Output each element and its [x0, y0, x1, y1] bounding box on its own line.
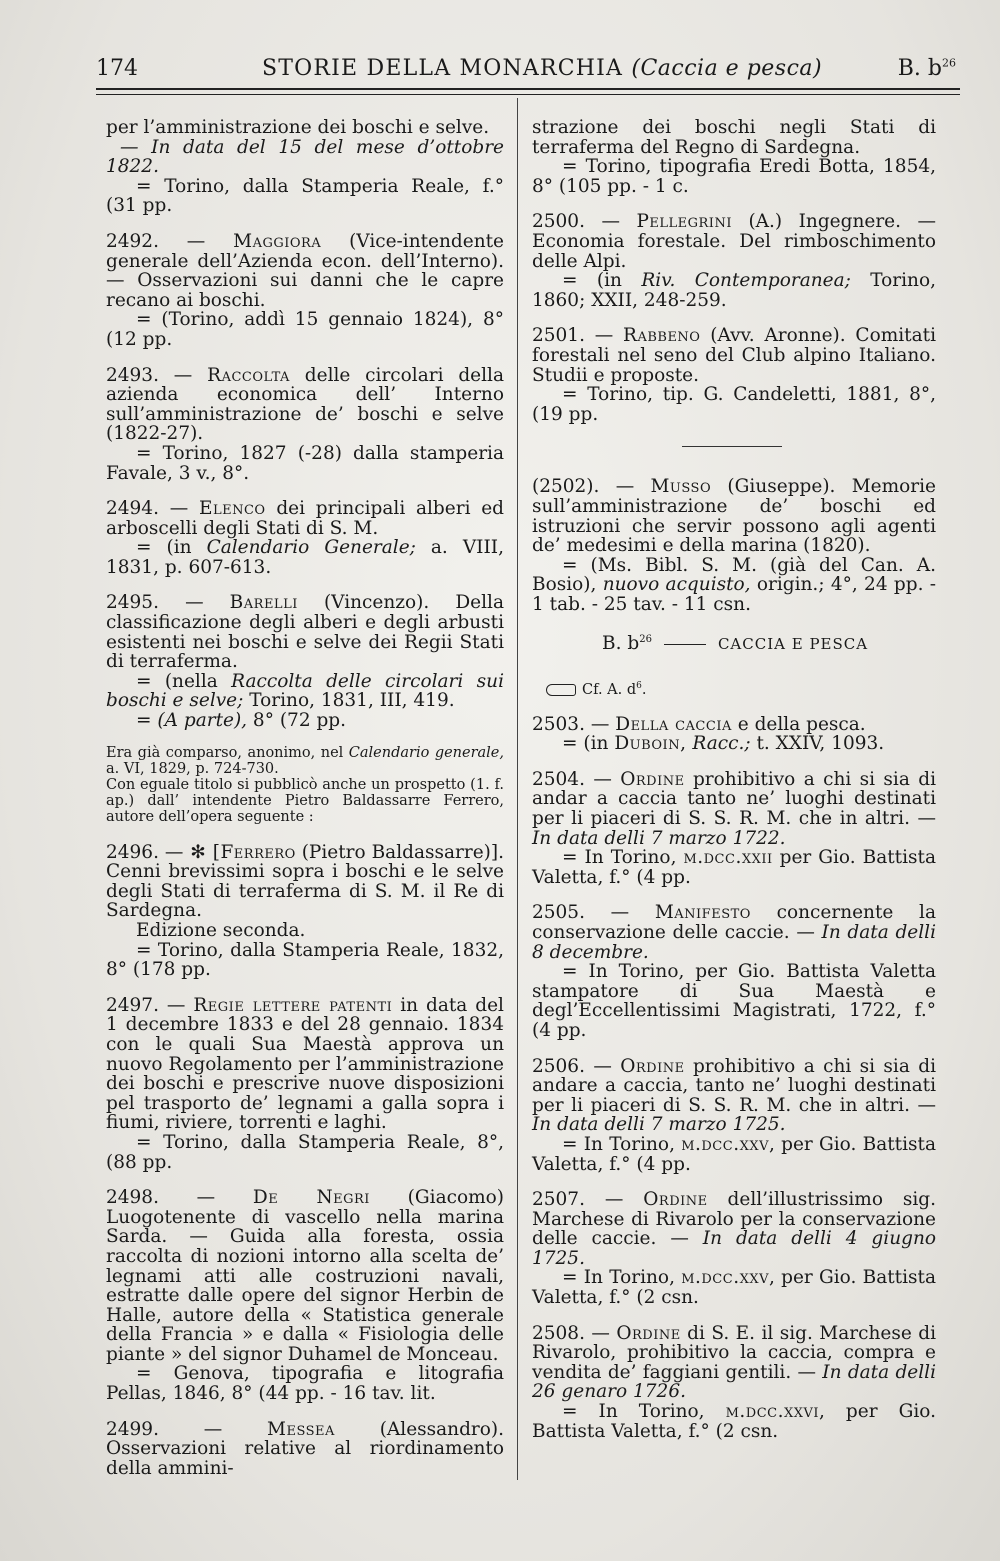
entry-number: 2504. — [532, 768, 585, 790]
heading-dash — [664, 644, 706, 645]
entry-number: 2498. — [106, 1187, 159, 1209]
pub-italic: Raccolta delle circolari sui boschi e selve; — [106, 670, 504, 712]
entry-author: Musso — [650, 476, 712, 498]
separator-rule — [682, 446, 782, 447]
entry-date: In data delli 7 marzo 1722. — [532, 827, 786, 849]
entry-title: (A.) Ingegnere. — Economia forestale. Del rimboschimento delle Alpi. — [532, 211, 936, 272]
note-line-1 — [106, 745, 504, 777]
entry-pub — [532, 1268, 936, 1307]
pub-part: 8° (72 pp. — [247, 710, 347, 732]
entry-author: Raccolta — [207, 364, 290, 386]
entry-title: delle circolari della azienda economica dell’ Interno sull’amministrazione de’ boschi e selve (1822-27). — [106, 364, 504, 445]
entry-number: 2494. — [106, 498, 159, 520]
entry-2496 — [106, 843, 504, 980]
pub-year: m.dcc.xxvi — [725, 1401, 820, 1423]
pub-part: = In Torino, — [562, 1267, 682, 1289]
entry-pub — [532, 271, 936, 310]
entry-2491-continued — [106, 118, 504, 216]
pub-part: Torino, 1860; XXII, 248-259. — [532, 270, 936, 311]
entry-title: (Giacomo) Luogotenente di vascello nella marina Sarda. — Guida alla foresta, ossia raccolta di nozioni intorno alla scelta de’ legnami atti alle costruzioni navali, estratte dalle opere del signor Herbin de Halle, autore della « Statistica generale della Francia » e dalla « Fisiologia delle piante » del signor Duhamel de Monceau. — [106, 1187, 504, 1365]
section-code-sup: 26 — [942, 56, 956, 70]
pub-italic: Racc.; — [692, 733, 751, 755]
entry-author: Ordine — [620, 768, 685, 790]
cross-reference — [546, 677, 936, 700]
title-subtitle: (Caccia e pesca) — [631, 56, 823, 81]
section-heading-sup: 26 — [639, 634, 652, 646]
entry-number: 2500. — [532, 211, 585, 233]
entry-2503: 2503. — Della caccia e della pesca. = (in Duboin, Racc.; t. XXIV, 1093. — [532, 715, 936, 754]
entry-title: (Pietro Baldassarre)]. Cenni brevissimi sopra i boschi e le selve degli Stati di terraferma di S. M. il Re di Sardegna. — [106, 841, 504, 922]
entry-pub — [532, 1402, 936, 1441]
entry-number: 2497. — [106, 994, 159, 1016]
pub-part: = (nella — [136, 670, 232, 692]
entry-pub: = Genova, tipografia e litografia Pellas, 1846, 8° (44 pp. - 16 tav. lit. — [106, 1363, 504, 1405]
pub-part: a. VIII, 1831, p. 607-613. — [106, 537, 504, 578]
pub-year: m.dcc.xxv — [681, 1133, 769, 1155]
right-column — [532, 118, 936, 1457]
entry-title: (Alessandro). Osservazioni relative al riordinamento della ammini- — [106, 1418, 504, 1479]
entry-number: 2492. — [106, 230, 159, 252]
entry-2492: 2492. — Maggiora (Vice-intendente generale dell’Azienda econ. dell’Interno). — Osservazioni sui danni che le capre recano ai boschi. = (Torino, addì 15 gennaio 1824), 8° (12 pp. — [106, 230, 505, 350]
entry-pub: = (Torino, addì 15 gennaio 1824), 8° (12 pp. — [106, 309, 504, 350]
entry-title: prohibitivo a chi si sia di andar a caccia tanto ne’ luoghi destinati per li piaceri di S. S. R. M. che in altri. — — [532, 768, 936, 830]
cross-reference-sup: 6 — [636, 681, 642, 692]
pub-part: = In Torino, — [562, 1133, 682, 1155]
pub-part: = (in — [562, 733, 615, 755]
entry-2506: 2506. — Ordine prohibitivo a chi si sia di andare a caccia, tanto ne’ luoghi destinati per li piaceri di S. S. R. M. che in altri. — In data delli 7 marzo 1725. = In Torino, m.dcc.xxv, per Gio. Battista Valetta, f.° (4 pp. — [532, 1055, 936, 1175]
running-title — [262, 56, 822, 81]
left-column — [106, 118, 504, 1494]
pointing-hand-icon — [546, 684, 576, 696]
entry-author: Ordine — [620, 1055, 685, 1077]
entry-author: Messea — [267, 1418, 335, 1440]
entry-2507: 2507. — Ordine dell’illustrissimo sig. Marchese di Rivarolo per la conservazione delle caccie. — In data delli 4 giugno 1725. = In Torino, m.dcc.xxv, per Gio. Battista Valetta, f.° (2 csn. — [532, 1189, 937, 1309]
entry-author: Regie lettere patenti — [193, 994, 393, 1016]
pub-italic: Calendario Generale; — [206, 537, 416, 559]
pub-part: , per Gio. Battista Valetta, f.° (2 csn. — [532, 1401, 936, 1442]
entry-number: 2503. — [532, 713, 585, 735]
entry-author: — ✻ [Ferrero — [164, 841, 296, 863]
entry-date: In data delli 4 giugno 1725. — [532, 1228, 937, 1269]
pub-part: origin.; 4°, 24 pp. - 1 tab. - 25 tav. - 11 csn. — [532, 574, 936, 615]
entry-title: dell’illustrissimo sig. Marchese di Rivarolo per la conservazione delle caccie. — — [532, 1189, 936, 1250]
entry-number: 2505. — [532, 902, 585, 924]
pub-year: m.dcc.xxii — [683, 847, 773, 869]
entry-author: Ordine — [643, 1189, 708, 1211]
cross-reference-end: . — [641, 682, 647, 699]
pub-part: = In Torino, — [562, 1401, 726, 1423]
entry-number: 2501. — [532, 325, 585, 347]
pub-year: m.dcc.xxv — [681, 1267, 769, 1289]
entry-author: Rabbeno — [623, 325, 701, 347]
cross-reference-text: Cf. A. d — [582, 682, 637, 699]
entry-author: De Negri — [252, 1187, 370, 1209]
pub-author: Duboin, — [614, 733, 687, 755]
entry-pub — [532, 1135, 936, 1174]
entry-number: 2495. — [106, 592, 159, 614]
note-line-2: Con eguale titolo si pubblicò anche un prospetto (1. f. ap.) dall’ intendente Pietro Baldassarre Ferrero, autore dell’opera seguente : — [106, 776, 504, 825]
entry-title: in data del 1 decembre 1833 e del 28 gennaio. 1834 con le quali Sua Maestà approva un nuovo Regolamento per l’amministrazione dei boschi e prescrive nuove disposizioni pel trasporto de’ legnami a galla sopra i fiumi, riviere, torrenti e laghi. — [106, 994, 504, 1134]
entry-pub — [106, 538, 504, 577]
entry-edition: Edizione seconda. — [136, 920, 306, 941]
section-heading — [602, 630, 936, 655]
running-header — [96, 56, 960, 90]
pub-part: = (in — [136, 537, 207, 559]
note-part: a. VI, 1829, p. 724-730. — [106, 760, 279, 777]
entry-2499: 2499. — Messea (Alessandro). Osservazioni relative al riordinamento della ammini- — [106, 1418, 504, 1479]
entry-date: In data delli 8 decembre. — [532, 921, 936, 963]
entry-2495: 2495. — Barelli (Vincenzo). Della classificazione degli alberi e degli arbusti esistenti nei boschi e selve dei Regii Stati di terraferma. = (nella Raccolta delle circolari sui boschi e selve; Torino, 1831, III, 419. = (A parte), 8° (72 pp. — [106, 592, 504, 732]
pub-part: Torino, 1831, III, 419. — [243, 690, 455, 712]
entry-date: In data delli 7 marzo 1725. — [532, 1114, 786, 1136]
entry-title: concernente la conservazione delle caccie. — — [532, 902, 936, 943]
entry-2494: 2494. — Elenco dei principali alberi ed arboscelli degli Stati di S. M. = (in Calendario Generale; a. VIII, 1831, p. 607-613. — [106, 498, 505, 578]
entry-2502: (2502). — Musso (Giuseppe). Memorie sull’amministrazione de’ boschi ed istruzioni che servir possono agli agenti de’ medesimi e della marina (1820). = (Ms. Bibl. S. M. (già del Can. A. Bosio), nuovo acquisto, origin.; 4°, 24 pp. - 1 tab. - 25 tav. - 11 csn. — [532, 476, 936, 615]
entry-date — [106, 138, 504, 177]
page-number: 174 — [96, 56, 138, 81]
entry-pub — [106, 672, 504, 711]
entry-pub: = Torino, tipografia Eredi Botta, 1854, 8° (105 pp. - 1 c. — [532, 156, 936, 197]
entry-title: (Giuseppe). Memorie sull’amministrazione de’ boschi ed istruzioni che servir possono agli agenti de’ medesimi e della marina (1820). — [532, 476, 936, 557]
entry-title: e della pesca. — [737, 713, 866, 735]
section-heading-code: B. b — [602, 633, 640, 655]
entry-author: Pellegrini — [636, 211, 732, 233]
entry-pub: = Torino, 1827 (-28) dalla stamperia Favale, 3 v., 8°. — [106, 442, 504, 484]
title-text: STORIE DELLA MONARCHIA — [262, 56, 624, 81]
note-italic: Calendario generale, — [348, 744, 505, 761]
entry-title: dei principali alberi ed arboscelli degli Stati di S. M. — [106, 498, 505, 539]
entry-pub: = In Torino, per Gio. Battista Valetta stampatore di Sua Maestà e degl’Eccellentissimi Magistrati, 1722, f.° (4 pp. — [532, 961, 936, 1041]
entry-date: In data delli 26 genaro 1726. — [532, 1361, 936, 1403]
pub-part: , per Gio. Battista Valetta, f.° (4 pp. — [532, 1133, 936, 1175]
header-rule-thin — [96, 94, 960, 95]
entry-number: (2502). — [532, 476, 600, 498]
pub-part: per Gio. Battista Valetta, f.° (4 pp. — [532, 847, 936, 888]
section-code-text: B. b — [897, 56, 942, 81]
entry-pub — [532, 734, 936, 754]
entry-author: Maggiora — [233, 230, 322, 252]
entry-title: strazione dei boschi negli Stati di terraferma del Regno di Sardegna. — [532, 117, 936, 158]
entry-2501: 2501. — Rabbeno (Avv. Aronne). Comitati forestali nel seno del Club alpino Italiano. Studii e proposte. = Torino, tip. G. Candeletti, 1881, 8°, (19 pp. — [532, 325, 936, 425]
entry-2498: 2498. — De Negri (Giacomo) Luogotenente di vascello nella marina Sarda. — Guida alla foresta, ossia raccolta di nozioni intorno alla scelta de’ legnami atti alle costruzioni navali, estratte dalle opere del signor Herbin de Halle, autore della « Statistica generale della Francia » e dalla « Fisiologia delle piante » del signor Duhamel de Monceau. = Genova, tipografia e litografia Pellas, 1846, 8° (44 pp. - 16 tav. lit. — [106, 1187, 504, 1405]
entry-number: 2506. — [532, 1055, 585, 1077]
entry-number: 2499. — [106, 1418, 159, 1440]
footnote-block — [106, 745, 504, 825]
entry-2500: 2500. — Pellegrini (A.) Ingegnere. — Economia forestale. Del rimboschimento delle Alpi. = (in Riv. Contemporanea; Torino, 1860; XXII, 248-259. — [532, 211, 936, 311]
column-divider — [517, 98, 518, 1480]
entry-author: Manifesto — [654, 902, 751, 924]
pub-part: t. XXIV, 1093. — [750, 733, 885, 755]
entry-number: 2496. — [106, 841, 159, 863]
section-heading-title: CACCIA E PESCA — [717, 635, 869, 654]
entry-title: (Vice-intendente generale dell’Azienda econ. dell’Interno). — Osservazioni sui danni che le capre recano ai boschi. — [106, 230, 505, 311]
pub-part: = — [136, 710, 158, 732]
entry-2504: 2504. — Ordine prohibitivo a chi si sia di andar a caccia tanto ne’ luoghi destinati per li piaceri di S. S. R. M. che in altri. — In data delli 7 marzo 1722. = In Torino, m.dcc.xxii per Gio. Battista Valetta, f.° (4 pp. — [532, 768, 936, 888]
entry-author: Barelli — [229, 592, 298, 614]
pub-italic: nuovo acquisto, — [602, 574, 751, 596]
entry-author: Della caccia — [615, 713, 732, 735]
entry-title: (Avv. Aronne). Comitati forestali nel seno del Club alpino Italiano. Studii e proposte. — [532, 325, 936, 386]
entry-pub: = Torino, dalla Stamperia Reale, 1832, 8° (178 pp. — [106, 939, 504, 981]
entry-title: (Vincenzo). Della classificazione degli alberi e degli arbusti esistenti nei boschi e selve dei Regii Stati di terraferma. — [106, 592, 504, 673]
pub-part: = (Ms. Bibl. S. M. (già del Can. A. Bosio), — [532, 554, 936, 596]
entry-2508: 2508. — Ordine di S. E. il sig. Marchese di Rivarolo, prohibitivo la caccia, compra e vendita de’ faggiani gentili. — In data delli 26 genaro 1726. = In Torino, m.dcc.xxvi, per Gio. Battista Valetta, f.° (2 csn. — [532, 1322, 936, 1442]
pub-italic: Riv. Contemporanea; — [641, 270, 851, 292]
entry-2497: 2497. — Regie lettere patenti in data del 1 decembre 1833 e del 28 gennaio. 1834 con le quali Sua Maestà approva un nuovo Regolamento per l’amministrazione dei boschi e prescrive nuove disposizioni pel trasporto de’ legnami a galla sopra i fiumi, riviere, torrenti e laghi. = Torino, dalla Stamperia Reale, 8°, (88 pp. — [106, 994, 504, 1173]
entry-number: 2508. — [532, 1322, 585, 1344]
entry-2505: 2505. — Manifesto concernente la conservazione delle caccie. — In data delli 8 decembre. = In Torino, per Gio. Battista Valetta stampatore di Sua Maestà e degl’Eccellentissimi Magistrati, 1722, f.° (4 pp. — [532, 902, 936, 1041]
entry-number: 2493. — [106, 364, 159, 386]
entry-pub: = Torino, tip. G. Candeletti, 1881, 8°, (19 pp. — [532, 384, 936, 425]
entry-title: prohibitivo a chi si sia di andare a caccia, tanto ne’ luoghi destinati per li piaceri di S. S. R. M. che in altri. — — [532, 1055, 936, 1116]
pub-part: , per Gio. Battista Valetta, f.° (2 csn. — [532, 1267, 936, 1309]
entry-author: Ordine — [616, 1322, 681, 1344]
entry-pub-2 — [106, 711, 504, 731]
pub-italic: (A parte), — [157, 710, 248, 732]
entry-2499-continued — [532, 118, 936, 196]
entry-pub — [532, 556, 936, 615]
entry-pub — [532, 848, 936, 887]
section-code — [898, 56, 956, 81]
entry-title: di S. E. il sig. Marchese di Rivarolo, prohibitivo la caccia, compra e vendita de’ faggiani gentili. — — [532, 1322, 936, 1383]
header-rule-thick — [96, 88, 960, 90]
entry-author: Elenco — [198, 498, 266, 520]
entry-pub: = Torino, dalla Stamperia Reale, f.° (31 pp. — [106, 175, 504, 217]
note-part: Era già comparso, anonimo, nel — [106, 744, 349, 761]
entry-number: 2507. — [532, 1189, 585, 1211]
entry-text: per l’amministrazione dei boschi e selve. — [106, 117, 490, 138]
entry-pub: = Torino, dalla Stamperia Reale, 8°, (88 pp. — [106, 1131, 504, 1173]
pub-part: = (in — [562, 270, 642, 292]
entry-2493: 2493. — Raccolta delle circolari della azienda economica dell’ Interno sull’amministrazione de’ boschi e selve (1822-27). = Torino, 1827 (-28) dalla stamperia Favale, 3 v., 8°. — [106, 364, 504, 484]
entry-date-text: — In data del 15 del mese d’ottobre 1822. — [106, 136, 504, 178]
pub-part: = In Torino, — [562, 847, 684, 869]
